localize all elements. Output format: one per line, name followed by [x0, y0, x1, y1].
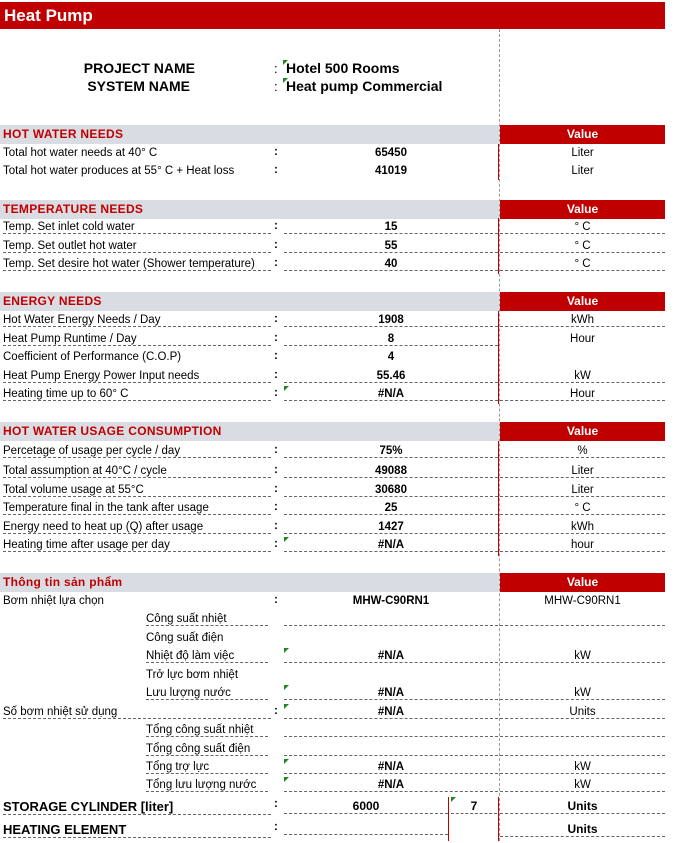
row-label: Hot Water Energy Needs / Day [3, 314, 271, 327]
row-value[interactable]: 41019 [375, 165, 407, 177]
colon: : [274, 821, 278, 833]
table-row [0, 368, 665, 386]
colon: : [274, 538, 278, 550]
section-temperature-needs: TEMPERATURE NEEDS [0, 200, 499, 219]
colon: : [274, 387, 278, 399]
pump-count-value[interactable]: #N/A [284, 706, 498, 719]
row-label: Heating time up to 60° C [3, 388, 271, 401]
sub-label: Nhiệt độ làm việc [146, 650, 268, 663]
storage-row [0, 797, 665, 818]
table-row [0, 256, 665, 274]
row-unit: kWh [500, 314, 665, 327]
row-value[interactable]: 15 [284, 221, 498, 234]
row-unit: kW [500, 370, 665, 383]
pump-select-label: Bơm nhiệt lựa chọn [3, 595, 104, 607]
colon: : [274, 705, 278, 717]
row-unit: kWh [500, 521, 665, 534]
colon: : [274, 313, 278, 325]
row-unit: hour [500, 539, 665, 552]
colon: : [274, 332, 278, 344]
value-column-border [498, 218, 499, 274]
sub-label: Tổng công suất điện [146, 743, 268, 756]
row-label: Total hot water needs at 40° C [3, 147, 158, 159]
storage-column-border [448, 797, 449, 841]
table-row [0, 648, 665, 666]
row-unit: ° C [500, 502, 665, 515]
value-header: Value [500, 292, 665, 311]
storage-count[interactable]: 7 [451, 799, 497, 814]
table-row [0, 443, 665, 461]
storage-volume[interactable]: 6000 [284, 799, 448, 814]
colon: : [274, 464, 278, 476]
section-hot-water-needs: HOT WATER NEEDS [0, 125, 499, 144]
colon: : [274, 257, 278, 269]
row-unit: Liter [571, 147, 594, 159]
row-unit: kW [500, 687, 665, 700]
row-label: Temp. Set inlet cold water [3, 221, 271, 234]
row-label: Total hot water produces at 55° C + Heat loss [3, 165, 235, 177]
row-label: Temp. Set outlet hot water [3, 240, 271, 253]
table-row [0, 219, 665, 237]
row-value[interactable]: 30680 [284, 484, 498, 497]
section-product-info: Thông tin sản phẩm [0, 573, 499, 592]
value-header: Value [500, 422, 665, 441]
pump-count-label: Số bơm nhiệt sử dụng [3, 706, 271, 719]
row-value[interactable]: 55 [284, 240, 498, 253]
project-name-value[interactable]: Hotel 500 Rooms [286, 60, 400, 76]
row-value[interactable]: 75% [284, 445, 498, 458]
row-value[interactable]: 65450 [375, 147, 407, 159]
row-value[interactable]: #N/A [284, 779, 498, 792]
row-value[interactable]: 55.46 [284, 370, 498, 383]
colon: : [274, 798, 278, 810]
table-row [0, 667, 665, 685]
table-row [0, 238, 665, 256]
row-label: Heating time after usage per day [3, 539, 271, 552]
pump-model-select[interactable]: MHW-C90RN1 [352, 595, 430, 607]
colon: : [274, 164, 278, 176]
colon: : [274, 501, 278, 513]
row-value[interactable] [284, 743, 498, 756]
colon: : [274, 369, 278, 381]
row-unit: kW [500, 650, 665, 663]
row-value[interactable]: #N/A [284, 539, 498, 552]
row-label: Temperature final in the tank after usage [3, 502, 271, 515]
value-column-border [498, 144, 499, 180]
sub-label: Trở lực bơm nhiệt [146, 669, 239, 681]
row-value[interactable]: #N/A [284, 650, 498, 663]
row-unit: ° C [500, 221, 665, 234]
table-row [0, 759, 665, 777]
table-row [0, 500, 665, 518]
heating-element-unit: Units [500, 822, 665, 837]
row-unit: % [500, 445, 665, 458]
value-header: Value [500, 573, 665, 592]
table-row [0, 145, 665, 163]
heating-element-value[interactable] [284, 822, 448, 835]
row-label: Heat Pump Energy Power Input needs [3, 370, 271, 383]
row-unit: kW [500, 779, 665, 792]
colon: : [274, 146, 278, 158]
colon: : [274, 444, 278, 456]
sub-label: Công suất nhiệt [146, 613, 268, 626]
value-column-border [498, 797, 499, 841]
row-unit: ° C [500, 258, 665, 271]
table-row [0, 630, 665, 648]
pump-model-value: MHW-C90RN1 [544, 595, 621, 607]
row-label: Total volume usage at 55°C [3, 484, 271, 497]
table-row [0, 463, 665, 481]
value-column-border [498, 311, 499, 404]
row-value[interactable] [284, 724, 498, 737]
section-usage-consumption: HOT WATER USAGE CONSUMPTION [0, 422, 499, 441]
system-name-label: SYSTEM NAME [87, 78, 190, 94]
row-unit: Liter [571, 165, 594, 177]
row-value[interactable]: 4 [387, 351, 395, 363]
table-row [0, 386, 665, 404]
table-row [0, 331, 665, 349]
value-header: Value [500, 125, 665, 144]
heating-element-row [0, 820, 665, 841]
pump-count-unit: Units [500, 706, 665, 719]
row-value[interactable]: 1427 [284, 521, 498, 534]
page-title: Heat Pump [0, 2, 665, 29]
section-energy-needs: ENERGY NEEDS [0, 292, 499, 311]
row-unit: Liter [500, 465, 665, 478]
table-row [0, 482, 665, 500]
table-row [0, 777, 665, 795]
table-row [0, 519, 665, 537]
table-row [0, 537, 665, 555]
sub-label: Công suất điện [146, 632, 224, 644]
row-value[interactable]: 49088 [284, 465, 498, 478]
heating-element-label: HEATING ELEMENT [3, 822, 271, 838]
table-row [0, 593, 665, 611]
sub-label: Tổng lưu lượng nước [146, 779, 268, 792]
table-row [0, 704, 665, 722]
value-column-border [498, 441, 499, 556]
project-colon: : [274, 61, 278, 76]
row-label: Heat Pump Runtime / Day [3, 333, 271, 346]
value-header: Value [500, 200, 665, 219]
row-unit [500, 613, 665, 626]
row-unit [500, 724, 665, 737]
table-row [0, 349, 665, 367]
row-value[interactable]: #N/A [284, 761, 498, 774]
row-value[interactable]: 25 [284, 502, 498, 515]
row-unit: Hour [500, 388, 665, 401]
row-label: Coefficient of Performance (C.O.P) [3, 351, 182, 363]
table-row [0, 741, 665, 759]
table-row [0, 685, 665, 703]
row-unit: Liter [500, 484, 665, 497]
row-value[interactable]: 40 [284, 258, 498, 271]
row-label: Temp. Set desire hot water (Shower temperature) [3, 258, 271, 271]
sub-label: Tổng trợ lực [146, 761, 268, 774]
system-name-value[interactable]: Heat pump Commercial [286, 78, 443, 94]
storage-label: STORAGE CYLINDER [liter] [3, 799, 271, 815]
colon: : [274, 239, 278, 251]
sub-label: Tổng công suất nhiệt [146, 724, 268, 737]
table-row [0, 312, 665, 330]
row-unit: kW [500, 761, 665, 774]
row-label: Energy need to heat up (Q) after usage [3, 521, 271, 534]
system-colon: : [274, 79, 278, 94]
project-name-label: PROJECT NAME [83, 60, 195, 76]
row-value[interactable]: 8 [284, 333, 498, 346]
row-unit [500, 743, 665, 756]
row-unit: ° C [500, 240, 665, 253]
row-value[interactable]: #N/A [284, 687, 498, 700]
colon: : [274, 483, 278, 495]
row-value[interactable]: 1908 [284, 314, 498, 327]
row-label: Percetage of usage per cycle / day [3, 445, 271, 458]
row-value[interactable]: #N/A [284, 388, 498, 401]
table-row [0, 722, 665, 740]
table-row [0, 611, 665, 629]
table-row [0, 163, 665, 181]
row-value[interactable] [284, 613, 498, 626]
colon: : [274, 350, 278, 362]
colon: : [274, 520, 278, 532]
row-unit: Hour [570, 333, 595, 345]
colon: : [274, 220, 278, 232]
colon: : [274, 594, 278, 606]
sub-label: Lưu lượng nước [146, 687, 268, 700]
row-label: Total assumption at 40°C / cycle [3, 465, 271, 478]
storage-unit: Units [500, 799, 665, 814]
